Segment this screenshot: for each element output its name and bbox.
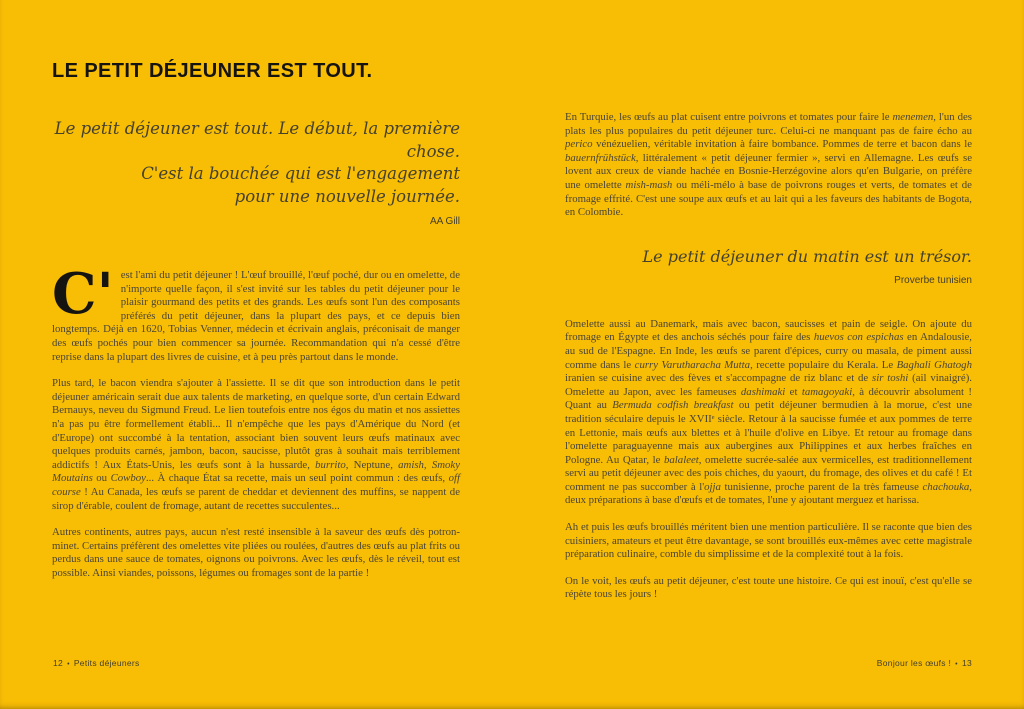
tunisian-proverb bbox=[565, 246, 972, 288]
separator-bullet: • bbox=[67, 661, 70, 668]
proverb-attribution: Proverbe tunisien bbox=[894, 274, 972, 286]
page-title: LE PETIT DÉJEUNER EST TOUT. bbox=[52, 60, 373, 82]
left-page bbox=[52, 0, 460, 593]
continents-paragraph: Autres continents, autres pays, aucun n'est resté insensible à la saveur des œufs dès potron-minet. Certains préfèrent des omelettes vite pliées ou roulées, d'autres des œufs au plat frits ou perdus dans une sauce de tomates, oignons ou poivrons. Avec les œufs, dès le réveil, tout est possible. Ainsi viandes, poissons, légumes ou fromages sont de la partie ! bbox=[52, 526, 460, 579]
chapter-label: Bonjour les œufs ! bbox=[876, 658, 952, 668]
closing-paragraph: On le voit, les œufs au petit déjeuner, c'est toute une histoire. Ce qui est inouï, c'est qu'elle se répète tous les jours ! bbox=[565, 574, 972, 601]
bacon-paragraph: Plus tard, le bacon viendra s'ajouter à l'assiette. Il se dit que son introduction dans le petit déjeuner américain serait due aux talents de marketing, en quelque sorte, d'un certain Edward Bernauys, neveu du Sigmund Freud. Le lien toutefois entre nos égos du matin et nos assiettes n'a pas pu être formellement établi... Il n'empêche que les pays d'Amérique du Nord (et d'Europe) ont succombé à la tentation, associant bien souvent leurs œufs matinaux avec quelques produits carnés, jambon, bacon, saucisse, plutôt gras à souhait mais terriblement addictifs ! Aux États-Unis, les œufs sont à la hussarde, burrito, Neptune, amish, Smoky Moutains ou Cowboy... À chaque État sa recette, mais un seul point commun : des œufs, off course ! Au Canada, les œufs se parent de cheddar et deviennent des muffins, se nappent de sirop d'érable, coulent de fromage, autant de recettes succulentes... bbox=[52, 377, 461, 512]
scrambled-note-paragraph: Ah et puis les œufs brouillés méritent bien une mention particulière. Il se raconte que bien des cuisiniers, amateurs et peut être davantage, se sont brouillés eux-mêmes avec cette magistrale préparation culinaire, comble du simplissime et de la complexité tout à la fois. bbox=[565, 521, 972, 561]
proverb-line: Le petit déjeuner du matin est un trésor. bbox=[642, 246, 972, 266]
world-tour-paragraph-2: Omelette aussi au Danemark, mais avec bacon, saucisses et pain de seigle. On ajoute du fromage en Égypte et des anchois séchés pour faire des huevos con espichas en Andalousie, au sud de l'Espagne. En Inde, les œufs se parent d'épices, curry ou masala, de piment aussi comme dans le curry Varutharacha Mutta, recette populaire du Kerala. Le Baghali Ghatogh iranien se cuisine avec des fèves et s'accompagne de riz blanc et de sir toshi (ail vinaigré). Omelette au Japon, avec les fameuses dashimaki et tamagoyaki, à découvrir absolument ! Quant au Bermuda codfish breakfast ou petit déjeuner bermudien à la morue, c'est une tradition séculaire depuis le XVIIᵉ siècle. Retour à la saucisse fumée et aux pommes de terre en Lettonie, mais œufs aux blettes et à l'huile d'olive en Libye. Et retour au fromage dans l'omelette paraguayenne mais aux aubergines aux Philippines et aux herbes fraîches en Pologne. Au Qatar, le balaleet, omelette sucrée-salée aux vermicelles, est traditionnellement servi au petit déjeuner avec des pois chiches, du yaourt, du fromage, des olives et du café ! Et comment ne pas succomber à l'ojja tunisienne, proche parent de la très fameuse chachouka, deux préparations à base d'œufs et de tomates, l'une y ajoutant merguez et harissa. bbox=[565, 317, 973, 507]
epigraph-attribution: AA Gill bbox=[429, 216, 460, 227]
page-number: 13 bbox=[961, 658, 972, 668]
world-tour-paragraph-1: En Turquie, les œufs au plat cuisent entre poivrons et tomates pour faire le menemen, l'un des plats les plus populaires du petit déjeuner turc. Celui-ci ne manquant pas de faire écho au perico vénézuelien, véritable invitation à faire bombance. Pommes de terre et bacon dans le bauernfrühstück, littéralement « petit déjeuner fermier », servi en Allemagne. Les œufs se lovent aux creux de viande hachée en Bosnie-Herzégovine alors qu'en Bulgarie, on préfère une omelette mish-mash ou méli-mélo à base de poivrons rouges et verts, de tomates et de fromage effrité. C'est une soupe aux œufs et au lait qui a les faveurs des habitants de Bogota, en Colombie. bbox=[565, 111, 972, 219]
intro-paragraph bbox=[52, 261, 460, 364]
drop-cap: C' bbox=[52, 261, 114, 327]
epigraph-gill bbox=[52, 118, 460, 229]
epigraph-line: C'est la bouchée qui est l'engagement bbox=[141, 164, 460, 183]
footer-right bbox=[565, 658, 972, 670]
intro-paragraph-text: est l'ami du petit déjeuner ! L'œuf brouillé, l'œuf poché, dur ou en omelette, de n'importe quelle façon, il s'est invité sur les tables du petit déjeuner pour le plaisir gourmand des petits et des grands. Les œufs sont l'un des composants préférés du petit déjeuner, dans la plupart des pays, et ce depuis bien longtemps. Déjà en 1620, Tobias Venner, médecin et écrivain anglais, préconisait de manger des œufs pochés pour bien commencer sa journée. Recommandation qui n'a cessé d'être reprise dans la plupart des livres de cuisine, et à peu près partout dans le monde. bbox=[52, 269, 460, 363]
section-label: Petits déjeuners bbox=[73, 658, 140, 668]
epigraph-line: Le petit déjeuner est tout. Le début, la première chose. bbox=[54, 119, 460, 161]
footer-left bbox=[53, 658, 140, 670]
separator-bullet: • bbox=[955, 661, 958, 668]
page-number: 12 bbox=[53, 658, 64, 668]
right-page bbox=[565, 0, 972, 615]
epigraph-line: pour une nouvelle journée. bbox=[234, 186, 460, 206]
